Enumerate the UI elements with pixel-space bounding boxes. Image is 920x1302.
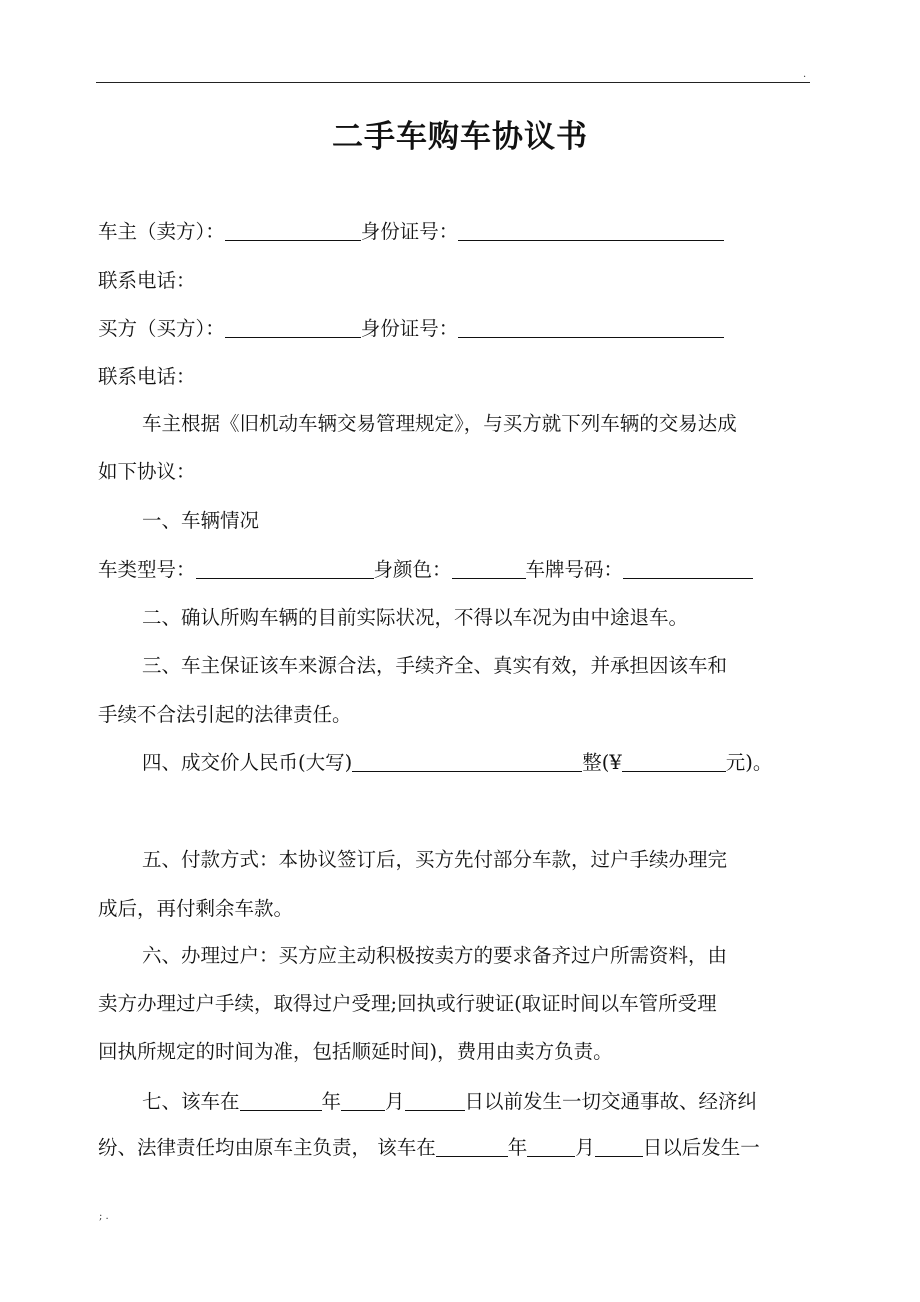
price-words-label: 四、成交价人民币(大写) <box>142 751 353 774</box>
section-7-tail-1: 日以前发生一切交通事故、经济纠 <box>464 1090 758 1113</box>
liability-month-blank-1[interactable] <box>341 1090 385 1111</box>
section-1-heading: 一、车辆情况 <box>142 509 260 532</box>
section-5-line-2: 成后，再付剩余车款。 <box>98 897 294 920</box>
corner-mark-top: . <box>803 69 807 80</box>
section-7-line-2 <box>98 1133 760 1163</box>
document-title: 二手车购车协议书 <box>332 119 588 155</box>
liability-day-blank-2[interactable] <box>595 1136 643 1157</box>
month-label: 月 <box>385 1090 405 1113</box>
seller-label: 车主（卖方） <box>98 220 206 243</box>
section-6-line-2: 卖方办理过户手续，取得过户受理;回执或行驶证(取证时间以车管所受理 <box>98 992 717 1015</box>
section-2: 二、确认所购车辆的目前实际状况，不得以车况为由中途退车。 <box>142 606 689 629</box>
colon: ： <box>205 220 225 243</box>
section-4-line <box>142 748 772 778</box>
vehicle-color-blank[interactable] <box>452 558 526 579</box>
buyer-phone-label: 联系电话： <box>98 365 196 388</box>
corner-mark-bottom: ; . <box>99 1211 109 1222</box>
buyer-label: 买方（买方） <box>98 317 206 340</box>
section-7-line-1 <box>142 1087 757 1117</box>
seller-line <box>98 217 724 247</box>
vehicle-info-line <box>98 555 753 585</box>
month-label: 月 <box>575 1136 595 1159</box>
vehicle-model-blank[interactable] <box>196 558 374 579</box>
intro-line-1: 车主根据《旧机动车辆交易管理规定》，与买方就下列车辆的交易达成 <box>142 412 737 435</box>
year-label: 年 <box>507 1136 528 1159</box>
liability-month-blank-2[interactable] <box>527 1136 575 1157</box>
section-7-tail-2: 日以后发生一 <box>642 1136 760 1159</box>
price-unit-label: 元)。 <box>725 751 773 774</box>
section-3-line-2: 手续不合法引起的法律责任。 <box>98 703 352 726</box>
section-7-line-2-prefix: 纷、法律责任均由原车主负责， 该车在 <box>98 1136 436 1159</box>
price-figure-label: 整(¥ <box>582 751 622 774</box>
buyer-name-blank[interactable] <box>225 317 361 338</box>
section-5-line-1: 五、付款方式：本协议签订后，买方先付部分车款，过户手续办理完 <box>142 848 728 871</box>
intro-line-2: 如下协议： <box>98 460 196 483</box>
vehicle-color-label: 身颜色： <box>373 558 452 581</box>
section-3-line-1: 三、车主保证该车来源合法，手续齐全、真实有效，并承担因该车和 <box>142 654 728 677</box>
colon: ： <box>176 558 196 581</box>
section-6-line-3: 回执所规定的时间为准，包括顺延时间)，费用由卖方负责。 <box>98 1040 613 1063</box>
buyer-id-label: 身份证号 <box>360 317 439 340</box>
plate-blank[interactable] <box>623 558 753 579</box>
vehicle-model-label: 车类型号 <box>98 558 177 581</box>
liability-day-blank-1[interactable] <box>405 1090 465 1111</box>
section-7-prefix: 七、该车在 <box>142 1090 240 1113</box>
liability-year-blank-1[interactable] <box>240 1090 322 1111</box>
seller-id-blank[interactable] <box>458 220 724 241</box>
colon: ： <box>438 220 459 243</box>
price-figure-blank[interactable] <box>622 751 726 772</box>
plate-label: 车牌号码： <box>525 558 624 581</box>
section-6-line-1: 六、办理过户：买方应主动积极按卖方的要求备齐过户所需资料，由 <box>142 944 728 967</box>
colon: ： <box>205 317 225 340</box>
seller-name-blank[interactable] <box>225 220 361 241</box>
seller-id-label: 身份证号 <box>360 220 439 243</box>
buyer-id-blank[interactable] <box>458 317 724 338</box>
header-rule <box>96 82 810 83</box>
buyer-line <box>98 314 724 344</box>
colon: ： <box>438 317 459 340</box>
year-label: 年 <box>321 1090 342 1113</box>
price-words-blank[interactable] <box>352 751 582 772</box>
seller-phone-label: 联系电话： <box>98 269 196 292</box>
liability-year-blank-2[interactable] <box>436 1136 508 1157</box>
